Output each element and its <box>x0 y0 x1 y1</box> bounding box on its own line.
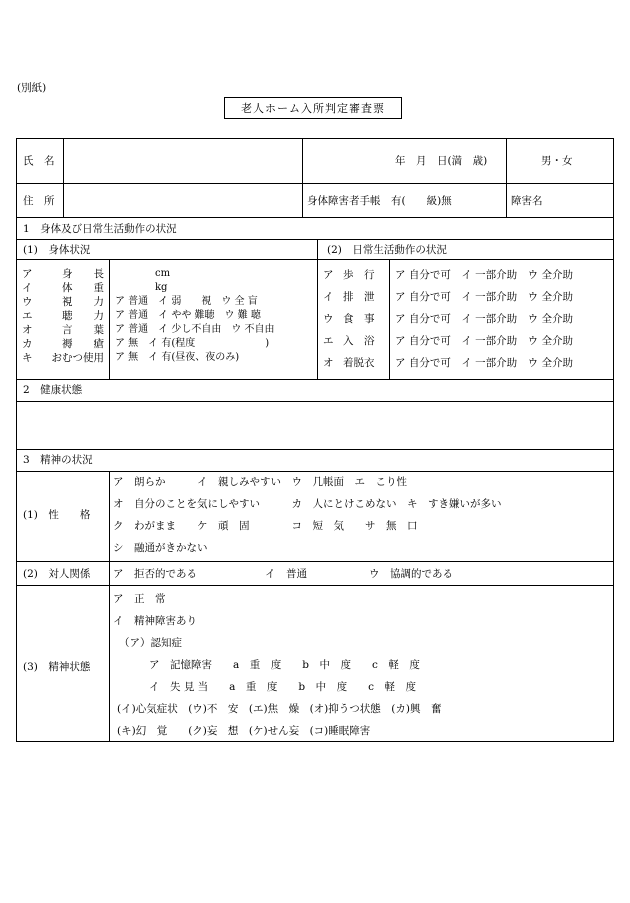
interpersonal-option-cooperative[interactable]: ウ 協調的である <box>369 568 453 580</box>
divider <box>17 379 613 380</box>
address-label: 住 所 <box>23 195 55 207</box>
physical-item-label: イ 体 重 <box>22 282 104 294</box>
divider <box>109 471 110 741</box>
mental-symptoms-line[interactable]: (イ)心気症状 (ウ)不 安 (エ)焦 燥 (オ)抑うつ状態 (カ)興 奮 <box>117 703 442 715</box>
name-input[interactable] <box>65 141 300 181</box>
adl-values <box>395 267 573 377</box>
dementia-memory-severity[interactable]: ア 記憶障害 a 重 度 b 中 度 c 軽 度 <box>149 659 420 671</box>
mental-option-normal[interactable]: ア 正 常 <box>113 593 166 605</box>
personality-option-line[interactable]: シ 融通がきかない <box>113 542 208 554</box>
sex-field[interactable]: 男・女 <box>541 155 573 167</box>
physical-item-label: ア 身 長 <box>22 268 104 280</box>
diaper-options[interactable]: ア 無 イ 有(昼夜、夜のみ) <box>115 352 240 363</box>
address-input[interactable] <box>65 185 300 215</box>
divider <box>389 259 390 379</box>
disability-name-field[interactable]: 障害名 <box>511 195 543 207</box>
bedsore-options[interactable]: ア 無 イ 有(程度 ) <box>115 338 270 349</box>
divider <box>17 585 613 586</box>
physical-item-label: カ 褥 瘡 <box>22 338 104 350</box>
divider <box>17 259 613 260</box>
personality-options <box>113 475 502 563</box>
interpersonal-label: (2) 対人関係 <box>23 568 91 580</box>
name-label: 氏 名 <box>23 155 55 167</box>
physical-items-values <box>115 267 275 365</box>
adl-item-label: 歩 行 <box>343 269 375 281</box>
personality-label: (1) 性 格 <box>23 509 91 521</box>
physical-item-label: オ 言 葉 <box>22 324 104 336</box>
assessment-form <box>16 138 614 742</box>
dementia-disorientation-severity[interactable]: イ 失 見 当 a 重 度 b 中 度 c 軽 度 <box>149 681 417 693</box>
divider <box>63 139 64 217</box>
divider <box>317 239 318 379</box>
physical-item-label: エ 聴 力 <box>22 310 104 322</box>
divider <box>506 139 507 217</box>
mental-state-label: (3) 精神状態 <box>23 661 91 673</box>
height-field[interactable]: cm <box>115 268 171 279</box>
mental-option-disorder[interactable]: イ 精神障害あり <box>113 615 197 627</box>
walking-options[interactable]: ア 自分で可 イ 一部介助 ウ 全介助 <box>395 269 574 281</box>
health-status-input[interactable] <box>19 403 611 447</box>
divider <box>17 239 613 240</box>
physical-item-label: キ おむつ使用 <box>22 352 104 364</box>
bathing-options[interactable]: ア 自分で可 イ 一部介助 ウ 全介助 <box>395 335 574 347</box>
physical-heading: (1) 身体状況 <box>23 244 91 256</box>
form-title: 老人ホーム入所判定審査票 <box>224 97 402 119</box>
physical-items-labels <box>22 267 104 365</box>
divider <box>109 259 110 379</box>
divider <box>17 449 613 450</box>
excretion-options[interactable]: ア 自分で可 イ 一部介助 ウ 全介助 <box>395 291 574 303</box>
adl-item-label: 着脱衣 <box>343 357 375 369</box>
eating-options[interactable]: ア 自分で可 イ 一部介助 ウ 全介助 <box>395 313 574 325</box>
dressing-options[interactable]: ア 自分で可 イ 一部介助 ウ 全介助 <box>395 357 574 369</box>
divider <box>302 139 303 217</box>
divider <box>17 561 613 562</box>
personality-option-line[interactable]: ア 朗らか イ 親しみやすい ウ 几帳面 エ こり性 <box>113 476 407 488</box>
annex-label: (別紙) <box>17 82 47 94</box>
interpersonal-option-hostile[interactable]: ア 拒否的である <box>113 568 197 580</box>
section2-heading: 2 健康状態 <box>23 384 83 396</box>
mental-symptoms-line[interactable]: (キ)幻 覚 (ク)妄 想 (ケ)せん妄 (コ)睡眠障害 <box>117 725 371 737</box>
birthdate-age-field[interactable]: 年 月 日(満 歳) <box>395 155 488 167</box>
adl-item-marker: オ <box>323 357 334 369</box>
speech-options[interactable]: ア 普通 イ 少し不自由 ウ 不自由 <box>115 324 275 335</box>
personality-option-line[interactable]: ク わがまま ケ 頑 固 コ 短 気 サ 無 口 <box>113 520 418 532</box>
adl-item-marker: エ <box>323 335 334 347</box>
divider <box>17 471 613 472</box>
handbook-field[interactable]: 身体障害者手帳 有( 級)無 <box>307 195 452 207</box>
adl-item-marker: ア <box>323 269 334 281</box>
mental-option-dementia[interactable]: （ア）認知症 <box>119 637 182 649</box>
mental-state-options <box>113 592 441 746</box>
adl-heading: (2) 日常生活動作の状況 <box>327 244 447 256</box>
interpersonal-option-normal[interactable]: イ 普通 <box>265 568 307 580</box>
section1-heading: 1 身体及び日常生活動作の状況 <box>23 223 177 235</box>
weight-field[interactable]: kg <box>115 282 168 293</box>
hearing-options[interactable]: ア 普通 イ やや 難聴 ウ 難 聴 <box>115 310 261 321</box>
vision-options[interactable]: ア 普通 イ 弱 視 ウ 全 盲 <box>115 296 258 307</box>
adl-labels <box>323 267 375 377</box>
divider <box>17 183 613 184</box>
physical-item-label: ウ 視 力 <box>22 296 104 308</box>
divider <box>17 401 613 402</box>
adl-item-label: 排 泄 <box>343 291 375 303</box>
adl-item-marker: ウ <box>323 313 334 325</box>
divider <box>17 217 613 218</box>
adl-item-label: 食 事 <box>343 313 375 325</box>
adl-item-label: 入 浴 <box>343 335 375 347</box>
section3-heading: 3 精神の状況 <box>23 454 93 466</box>
adl-item-marker: イ <box>323 291 334 303</box>
personality-option-line[interactable]: オ 自分のことを気にしやすい カ 人にとけこめない キ すき嫌いが多い <box>113 498 502 510</box>
